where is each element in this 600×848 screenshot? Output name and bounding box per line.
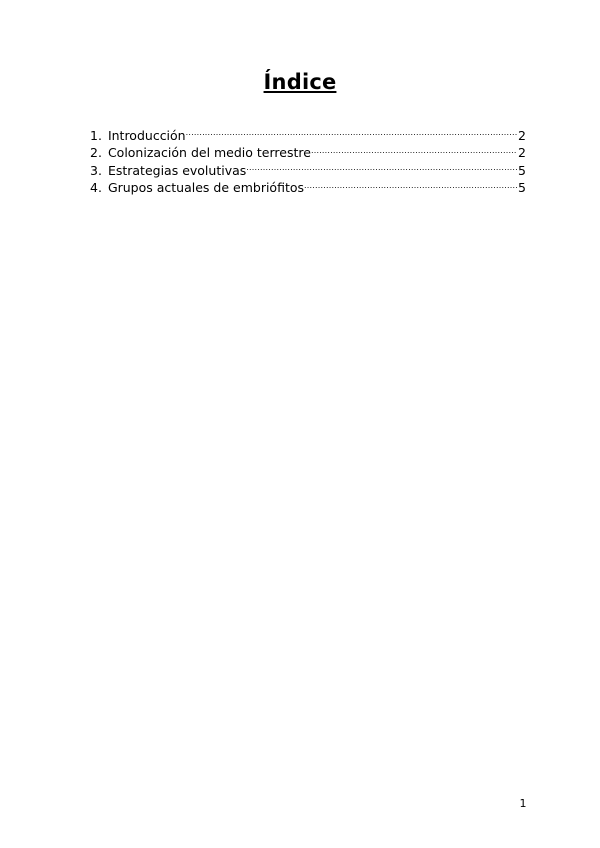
toc-entry-number: 1. <box>90 127 102 143</box>
toc-dot-leader <box>186 122 517 140</box>
toc-entry-page: 5 <box>518 162 526 178</box>
toc-dot-leader <box>311 140 517 158</box>
toc-entry-label: Grupos actuales de embriófitos <box>107 180 305 195</box>
toc-dot-leader <box>246 157 517 175</box>
page-number: 1 <box>519 797 527 810</box>
toc-entry-page: 2 <box>518 127 526 143</box>
toc-entry-label: Introducción <box>107 127 186 143</box>
toc-entry-label: Estrategias evolutivas <box>107 162 247 178</box>
toc-entry-number: 2. <box>90 145 102 160</box>
toc-entry-page: 2 <box>518 145 526 160</box>
table-of-contents <box>90 122 526 195</box>
toc-entry-label: Colonización del medio terrestre <box>107 145 311 160</box>
toc-entry-page: 5 <box>518 180 526 195</box>
toc-entry-number: 3. <box>90 162 102 178</box>
toc-dot-leader <box>304 175 517 193</box>
page-title: Índice <box>263 70 337 94</box>
toc-entry-introduccion[interactable] <box>90 122 526 143</box>
toc-entry-number: 4. <box>90 180 102 195</box>
